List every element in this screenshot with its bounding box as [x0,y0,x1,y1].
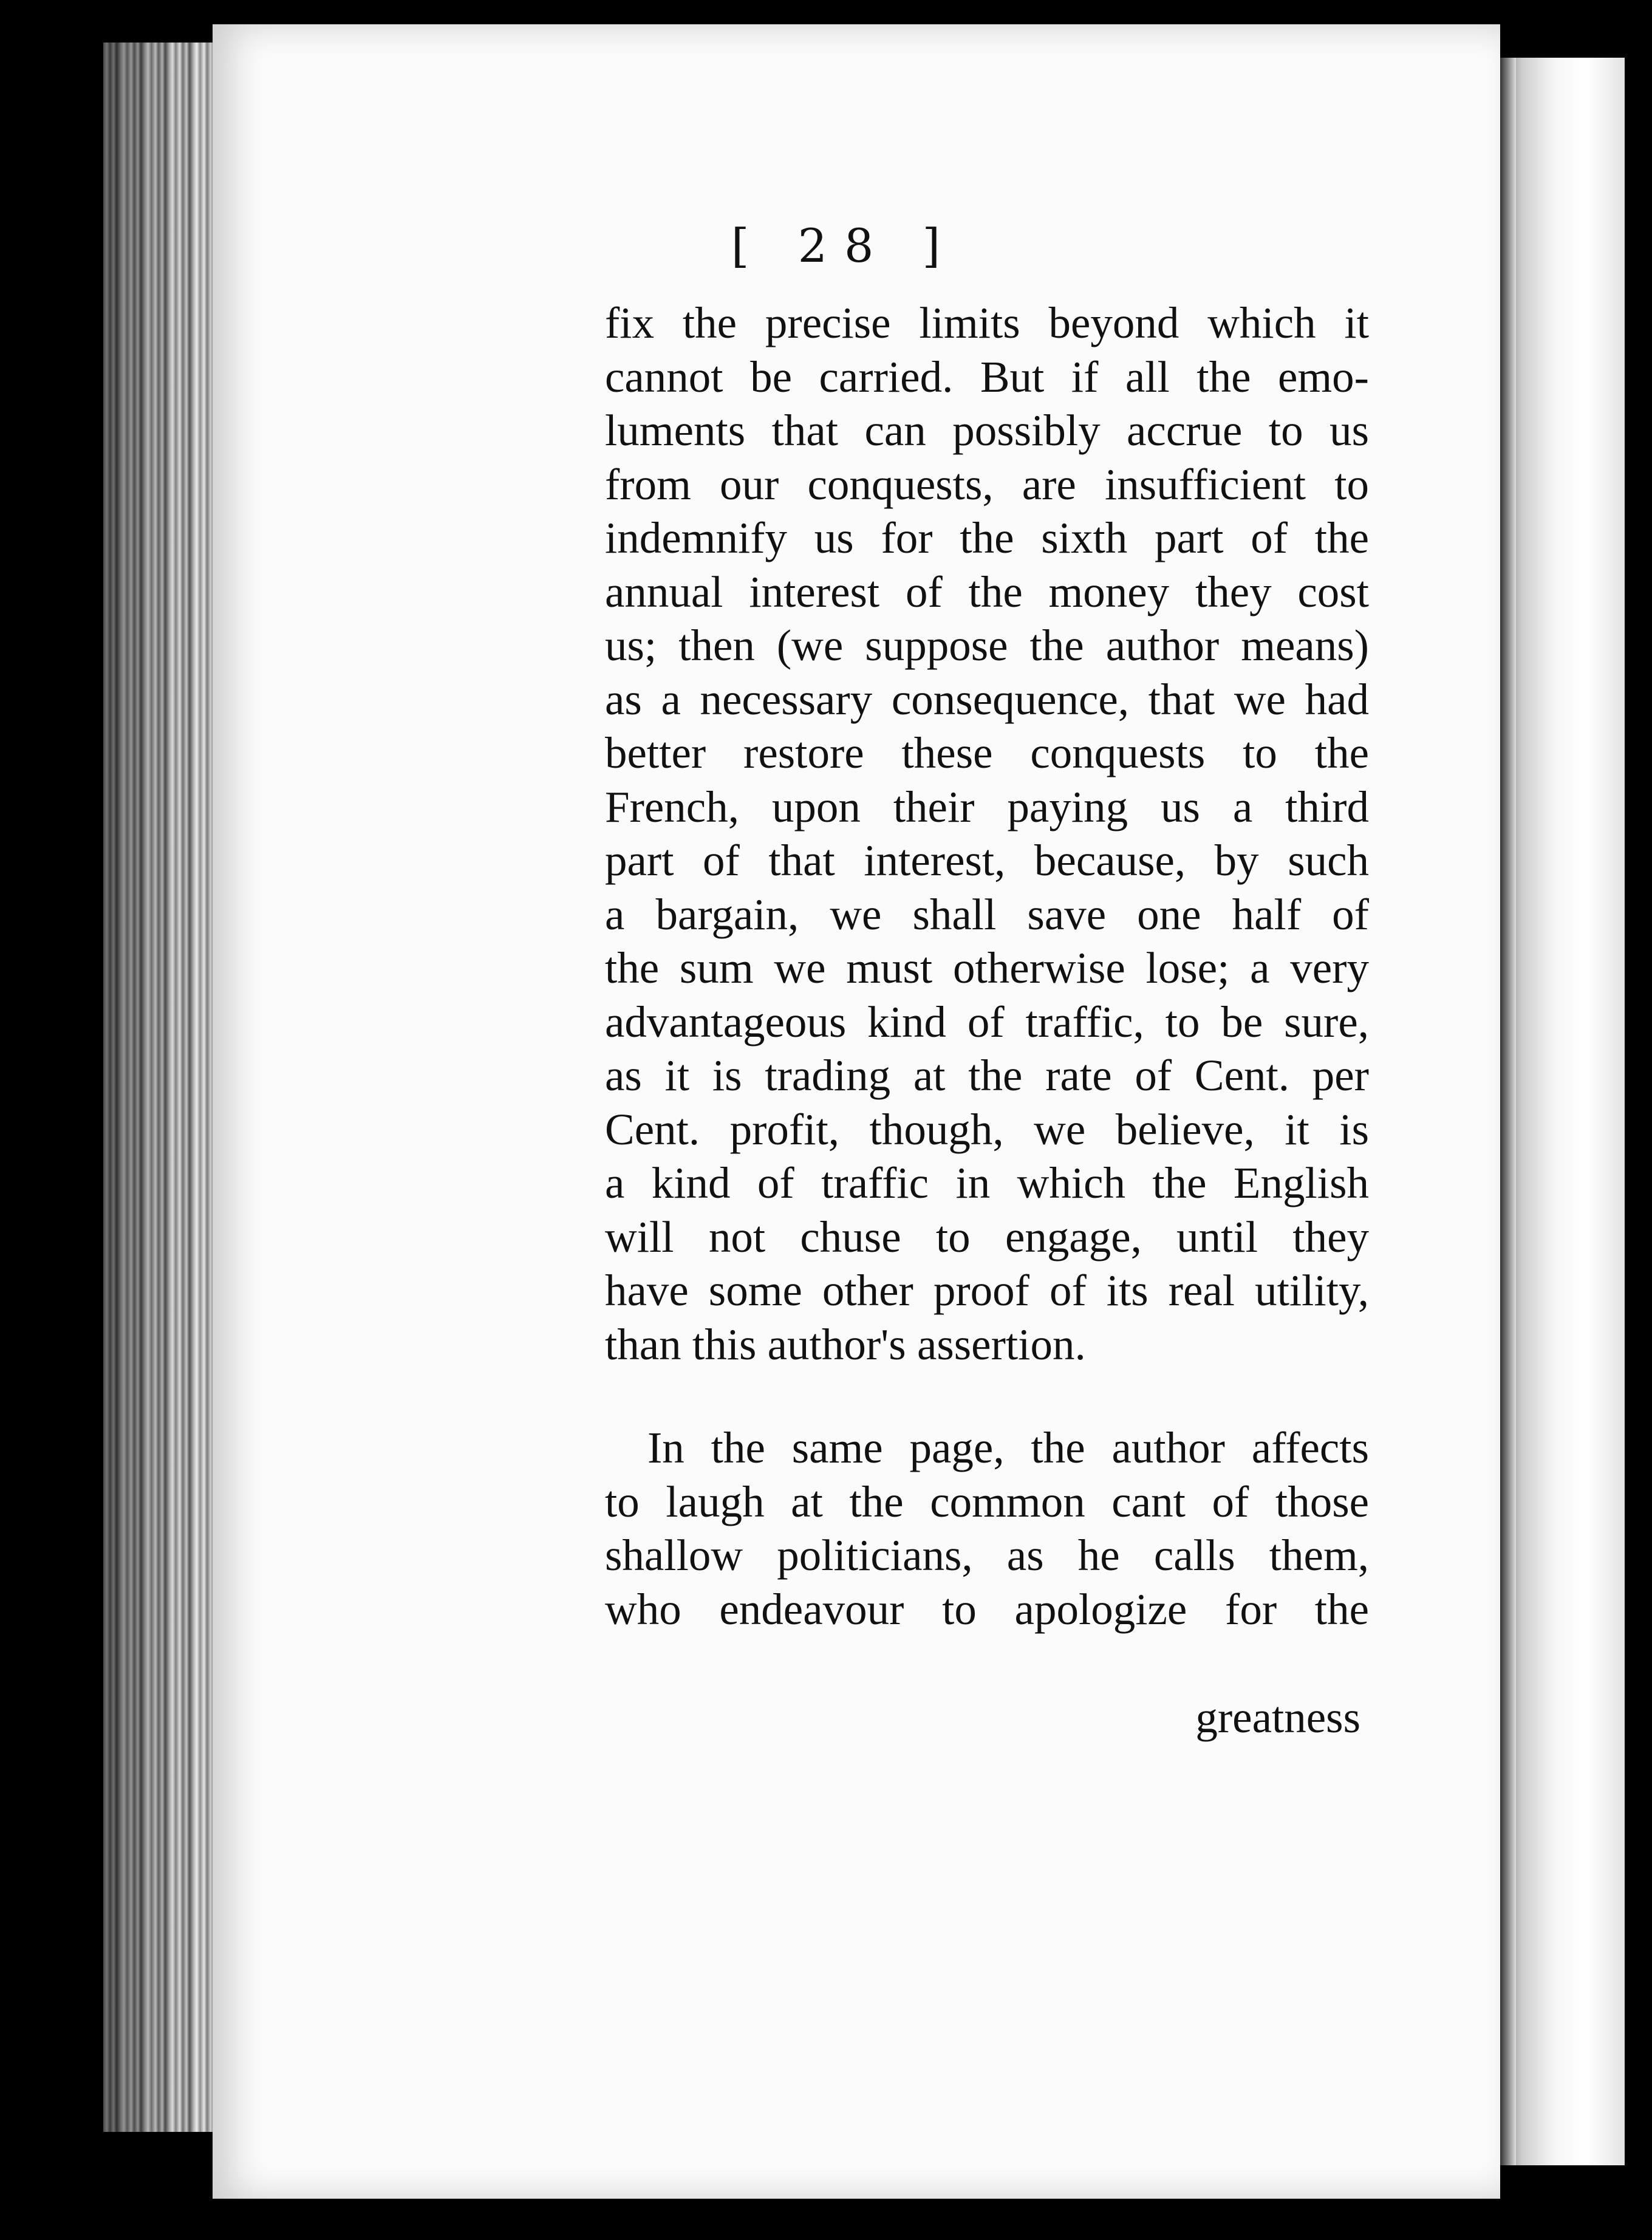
paragraph [605,1421,1369,1636]
text-line: better restore these conquests to the [605,728,1369,777]
text-line: than this author's assertion. [605,1319,1086,1369]
text-line: annual interest of the money they cost [605,567,1369,616]
text-line: advantageous kind of traffic, to be sure, [605,997,1369,1047]
text-line: from our conquests, are insufficient to [605,459,1369,509]
text-line: have some other proof of its real utility, [605,1266,1369,1315]
text-line: who endeavour to apologize for the [605,1584,1369,1634]
text-line: a bargain, we shall save one half of [605,889,1369,939]
page-number: [ 28 ] [731,219,958,273]
right-page-gutter [1500,58,1516,2165]
paragraph [605,296,1369,1371]
catchword: greatness [1195,1693,1360,1742]
text-line: luments that can possibly accrue to us [605,406,1369,455]
text-line: to laugh at the common cant of those [605,1477,1369,1526]
text-line: indemnify us for the sixth part of the [605,513,1369,562]
text-line: as a necessary consequence, that we had [605,674,1369,724]
text-line: as it is trading at the rate of Cent. per [605,1051,1369,1100]
text-line: will not chuse to engage, until they [605,1212,1369,1262]
text-line: cannot be carried. But if all the emo- [605,352,1369,401]
paragraph-gap [605,1371,1369,1421]
text-line: Cent. profit, though, we believe, it is [605,1104,1369,1154]
body-text [605,296,1369,1636]
text-line: shallow politicians, as he calls them, [605,1531,1369,1580]
text-line: In the same page, the author affects [647,1423,1369,1472]
text-line: fix the precise limits beyond which it [605,298,1369,347]
right-adjacent-page [1497,58,1625,2165]
text-line: a kind of traffic in which the English [605,1158,1369,1207]
text-line: us; then (we suppose the author means) [605,621,1369,670]
text-line: part of that interest, because, by such [605,836,1369,885]
text-line: the sum we must otherwise lose; a very [605,943,1369,992]
text-line: French, upon their paying us a third [605,782,1369,831]
